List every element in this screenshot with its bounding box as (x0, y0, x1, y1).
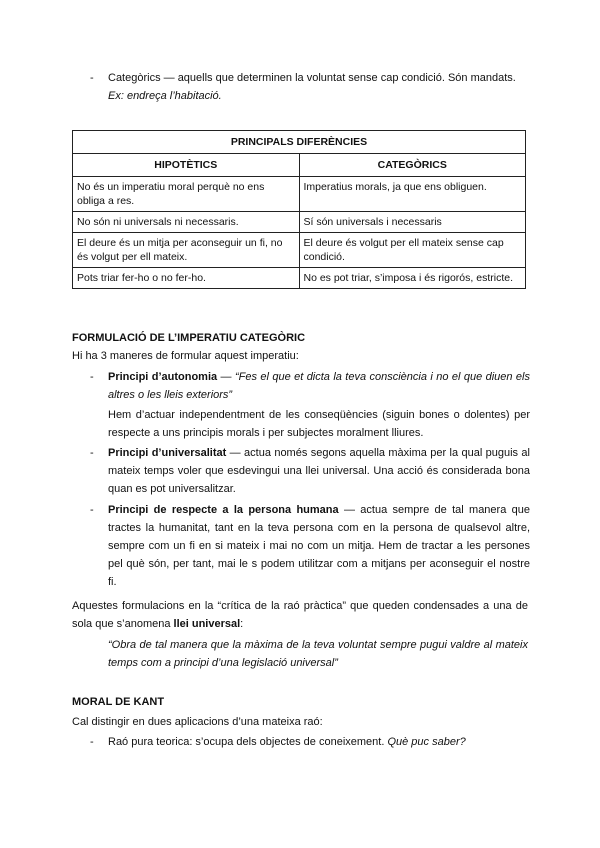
table-cell: Pots triar fer-ho o no fer-ho. (73, 268, 300, 289)
list-item-rao-pura (90, 733, 530, 751)
bullet-dash: - (90, 504, 94, 516)
table-header-categorics: CATEGÒRICS (299, 154, 526, 177)
item-separator: — (217, 371, 235, 383)
table-cell: No són ni universals ni necessaris. (73, 212, 300, 233)
list-item-universalitat (90, 444, 530, 498)
item-separator: — (226, 447, 245, 459)
bullet-dash: - (90, 447, 94, 459)
differences-table (72, 130, 526, 289)
item-title: Principi d’autonomia (108, 371, 218, 383)
section-heading-moral-kant: MORAL DE KANT (72, 696, 165, 708)
intro-bullet-example: Ex: endreça l’habitació. (108, 90, 222, 102)
item-title: Principi d’universalitat (108, 447, 227, 459)
item-detail: Hem d’actuar independentment de les conseqüències (siguin bones o dolentes) per respecte a uns principis morals i per subjectes moralment lliures. (108, 409, 530, 439)
table-row (73, 177, 526, 212)
section2-intro: Cal distingir en dues aplicacions d’una mateixa raó: (72, 716, 323, 728)
bullet-dash: - (90, 736, 94, 748)
table-cell: Sí són universals i necessaris (299, 212, 526, 233)
item-question: Què puc saber? (387, 736, 466, 748)
table-header-hipotetics: HIPOTÈTICS (73, 154, 300, 177)
table-cell: No és un imperatiu moral perquè no ens obliga a res. (73, 177, 300, 212)
section1-intro: Hi ha 3 maneres de formular aquest imperatiu: (72, 350, 299, 362)
list-item-respecte (90, 501, 530, 591)
item-separator: — (338, 504, 361, 516)
summary-bold: llei universal (173, 618, 241, 630)
item-text: actua només segons aquella màxima per la qual puguis al mateix temps voler que esdevingui una llei universal. Una acció és considerada bona quan es pot universalitzar. (108, 447, 530, 495)
table-row (73, 268, 526, 289)
summary-post: : (240, 618, 244, 630)
item-quote: “Fes el que et dicta la teva consciència i no el que diuen els altres o les lleis exteriors” (108, 371, 530, 401)
summary-text: Aquestes formulacions en la “crítica de la raó pràctica” que queden condensades a una de sola que s’anomena (72, 600, 528, 630)
item-text: Raó pura teorica: s’ocupa dels objectes de coneixement. (108, 736, 385, 748)
bullet-dash: - (90, 371, 94, 383)
item-title: Principi de respecte a la persona humana (108, 504, 339, 516)
table-cell: Imperatius morals, ja que ens obliguen. (299, 177, 526, 212)
table-row (73, 212, 526, 233)
universal-law-quote: “Obra de tal manera que la màxima de la teva voluntat sempre pugui valdre al mateix temps com a principi d’una legislació universal” (108, 639, 528, 669)
table-cell: El deure és un mitja per aconseguir un fi, no és volgut per ell mateix. (73, 233, 300, 268)
intro-bullet-text: Categòrics — aquells que determinen la voluntat sense cap condició. Són mandats. (108, 72, 516, 84)
intro-bullet (90, 69, 530, 105)
table-row (73, 233, 526, 268)
list-item-autonomia (90, 368, 530, 442)
table-title: PRINCIPALS DIFERÈNCIES (73, 131, 526, 154)
table-cell: El deure és volgut per ell mateix sense cap condició. (299, 233, 526, 268)
item-text: actua sempre de tal manera que tractes la humanitat, tant en la teva persona com en la persona de qualsevol altre, sempre com un fi en si mateix i mai no com un mitja. Hem de tractar a les persones pel què són, per tant, mai le s podem utilitzar com a mitjans per aconseguir el nostre fi. (108, 504, 531, 588)
section-heading-formulacio: FORMULACIÓ DE L’IMPERATIU CATEGÒRIC (72, 332, 306, 344)
table-cell: No es pot triar, s’imposa i és rigorós, estricte. (299, 268, 526, 289)
bullet-dash: - (90, 72, 94, 84)
summary-paragraph (72, 597, 528, 633)
